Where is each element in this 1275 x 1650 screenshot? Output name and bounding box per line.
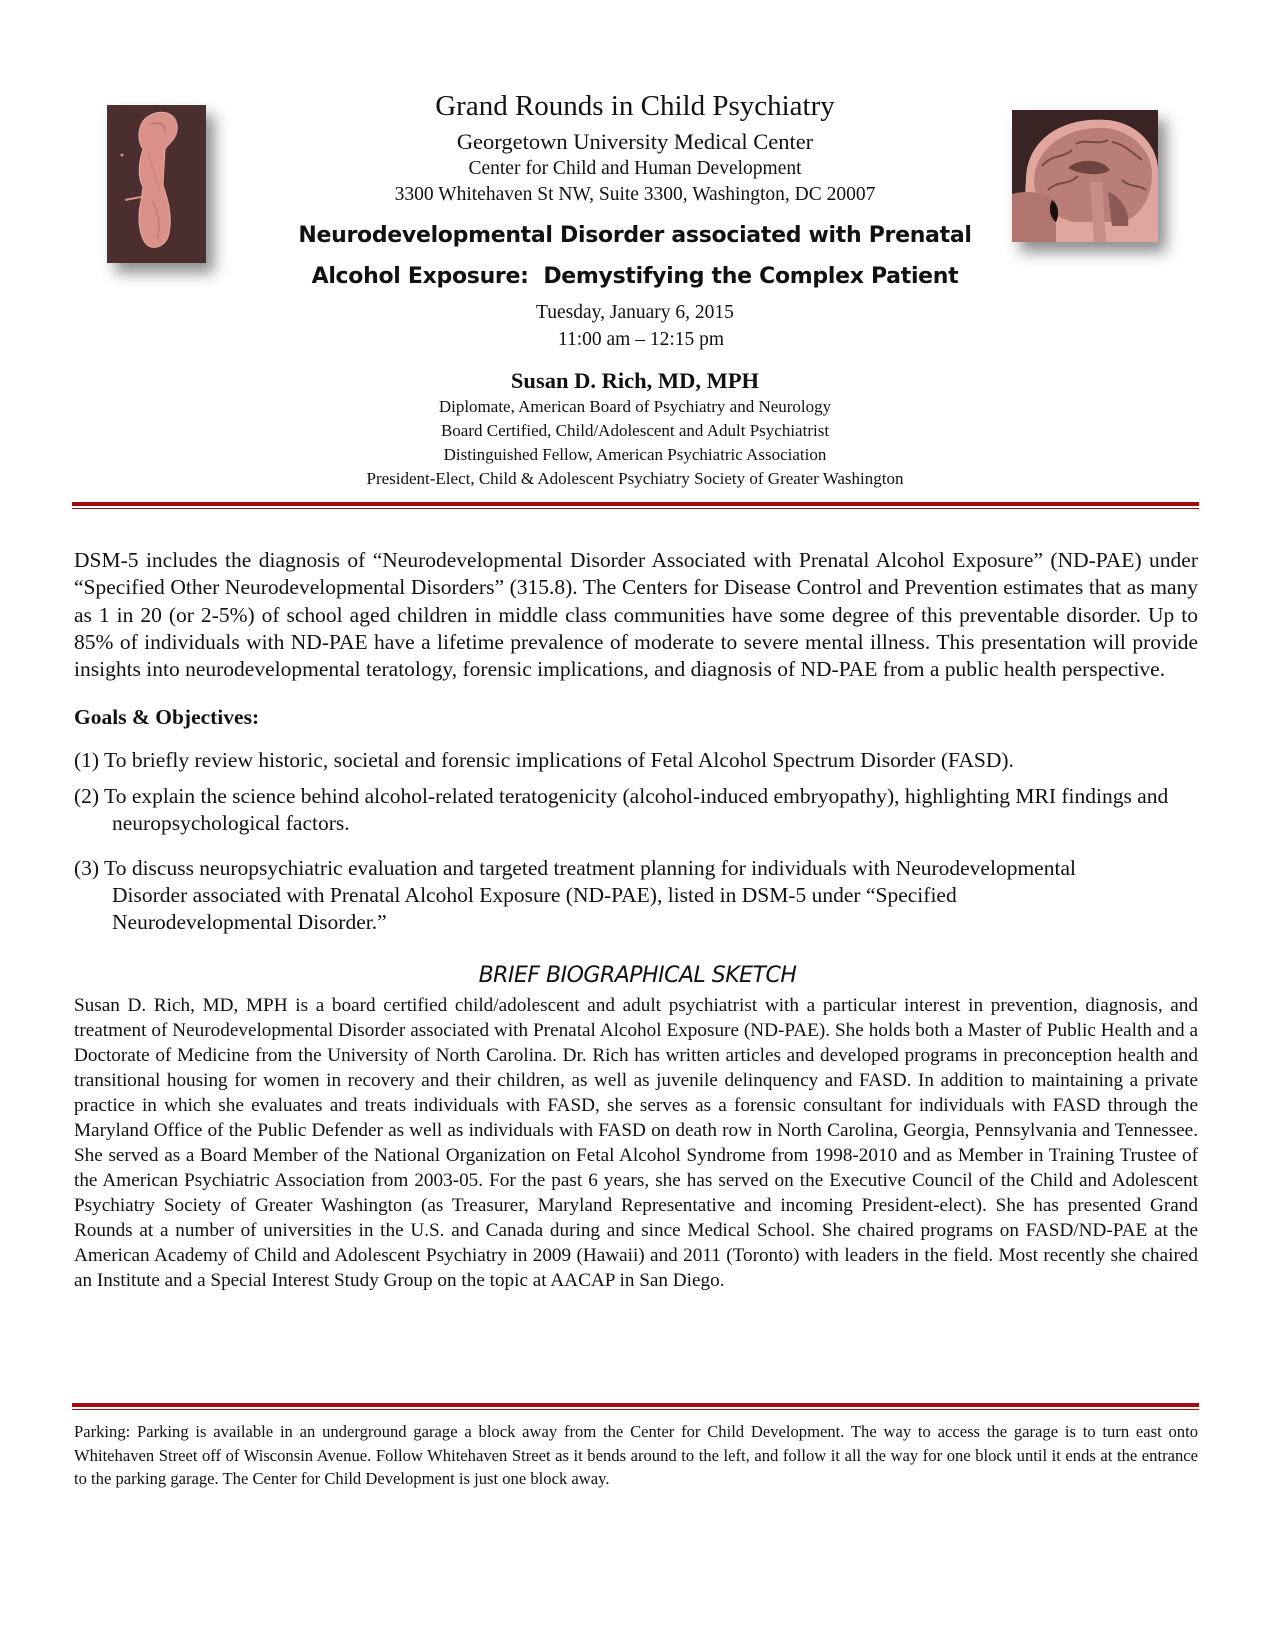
header-divider xyxy=(72,502,1199,509)
bio-heading: BRIEF BIOGRAPHICAL SKETCH xyxy=(478,963,797,988)
speaker-credential: Distinguished Fellow, American Psychiatric Association xyxy=(443,445,827,464)
abstract-paragraph: DSM-5 includes the diagnosis of “Neurodevelopmental Disorder Associated with Prenatal Alcohol Exposure” (ND-PAE) under “Specified Other Neurodevelopmental Disorders” (315.8). The Centers for Disease Control and Prevention estimates that as many as 1 in 20 (or 2-5%) of school aged children in middle class communities have some degree of this preventable disorder. Up to 85% of individuals with ND-PAE have a lifetime prevalence of moderate to severe mental illness. This presentation will provide insights into neurodevelopmental teratology, forensic implications, and diagnosis of ND-PAE from a public health perspective. xyxy=(74,548,1198,682)
talk-title-line-1: Neurodevelopmental Disorder associated with Prenatal xyxy=(298,223,972,248)
goals-heading: Goals & Objectives: xyxy=(74,705,260,729)
event-address: 3300 Whitehaven St NW, Suite 3300, Washington, DC 20007 xyxy=(394,184,876,205)
brain-mri-image xyxy=(1012,110,1158,242)
talk-title xyxy=(290,215,980,297)
event-series-title: Grand Rounds in Child Psychiatry xyxy=(435,90,835,122)
speaker-credential: Board Certified, Child/Adolescent and Adult Psychiatrist xyxy=(440,421,830,440)
organization-name: Georgetown University Medical Center xyxy=(456,129,814,154)
footer-divider xyxy=(72,1403,1199,1410)
brain-mri-illustration xyxy=(1012,110,1158,242)
goal-item: (2) To explain the science behind alcohol-related teratogenicity (alcohol-induced embryopathy), highlighting MRI findings and neuropsychological factors. xyxy=(74,784,1169,835)
bio-paragraph: Susan D. Rich, MD, MPH is a board certified child/adolescent and adult psychiatrist with a particular interest in prevention, diagnosis, and treatment of Neurodevelopmental Disorder associated with Prenatal Alcohol Exposure (ND-PAE). She holds both a Master of Public Health and a Doctorate of Medicine from the University of North Carolina. Dr. Rich has written articles and developed programs in preconception health and transitional housing for women in recovery and their children, as well as juvenile delinquency and FASD. In addition to maintaining a private practice in which she evaluates and treats individuals with FASD, she serves as a forensic consultant for individuals with FASD through the Maryland Office of the Public Defender as well as individuals with FASD on death row in North Carolina, Georgia, Pennsylvania and Tennessee. She served as a Board Member of the National Organization on Fetal Alcohol Syndrome from 1998-2010 and as Member in Training Trustee of the American Psychiatric Association from 2003-05. For the past 6 years, she has served on the Executive Council of the Child and Adolescent Psychiatry Society of Greater Washington (as Treasurer, Maryland Representative and incoming President-elect). She has presented Grand Rounds at a number of universities in the U.S. and Canada during and since Medical School. She chaired programs on FASD/ND-PAE at the American Academy of Child and Adolescent Psychiatry in 2009 (Hawaii) and 2011 (Toronto) with leaders in the field. Most recently she chaired an Institute and a Special Interest Study Group on the topic at AACAP in San Diego. xyxy=(74,995,1198,1291)
goal-item: (3) To discuss neuropsychiatric evaluation and targeted treatment planning for individuals with Neurodevelopmental Disorder associated with Prenatal Alcohol Exposure (ND-PAE), listed in DSM-5 under “Specified Neurodevelopmental Disorder.” xyxy=(74,856,1076,934)
goal-item: (1) To briefly review historic, societal and forensic implications of Fetal Alcohol Spectrum Disorder (FASD). xyxy=(74,748,1014,772)
center-name: Center for Child and Human Development xyxy=(468,158,802,179)
parking-info: Parking: Parking is available in an underground garage a block away from the Center for Child Development. The way to access the garage is to turn east onto Whitehaven Street off of Wisconsin Avenue. Follow Whitehaven Street as it bends around to the left, and follow it all the way for one block until it ends at the entrance to the parking garage. The Center for Child Development is just one block away. xyxy=(74,1422,1198,1489)
talk-title-line-2: Alcohol Exposure: Demystifying the Complex Patient xyxy=(311,264,959,289)
event-date: Tuesday, January 6, 2015 xyxy=(536,302,734,323)
speaker-credential: Diplomate, American Board of Psychiatry and Neurology xyxy=(438,397,832,416)
speaker-name: Susan D. Rich, MD, MPH xyxy=(510,368,760,393)
embryo-image xyxy=(107,105,206,263)
speaker-credential: President-Elect, Child & Adolescent Psychiatry Society of Greater Washington xyxy=(366,469,904,488)
event-time: 11:00 am – 12:15 pm xyxy=(557,329,725,350)
embryo-illustration xyxy=(107,105,206,263)
